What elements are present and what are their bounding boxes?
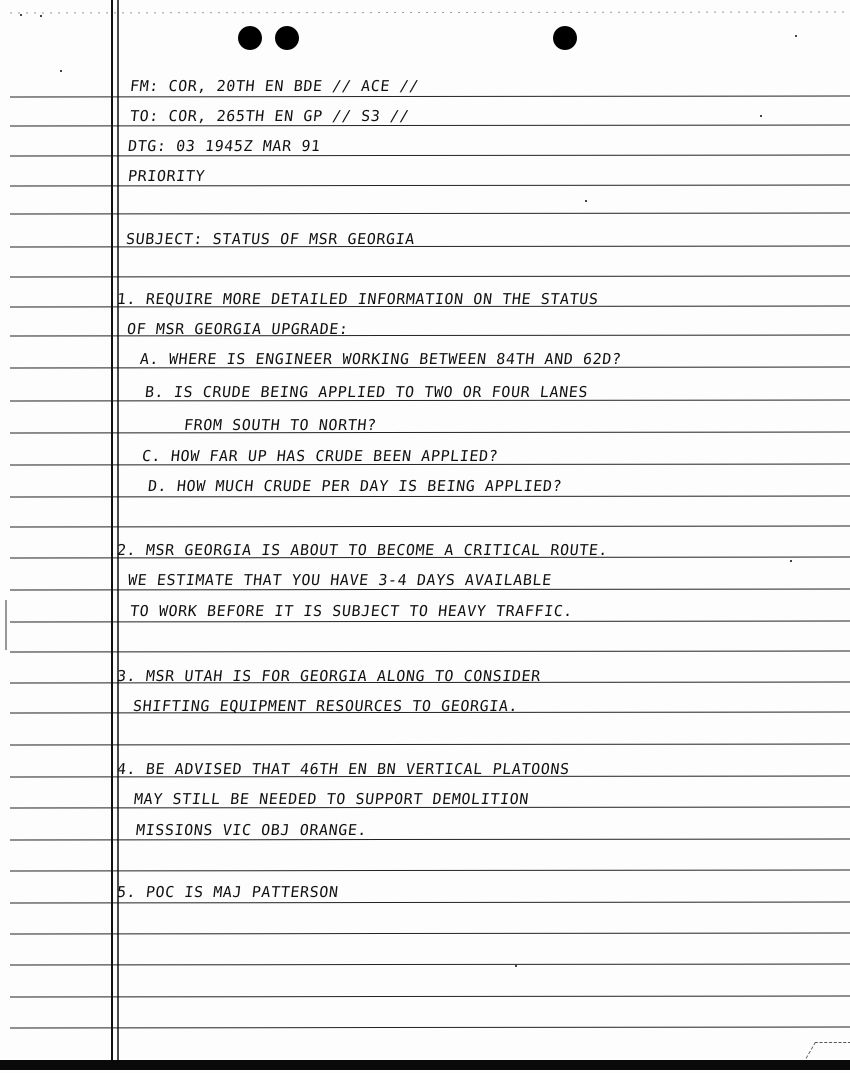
speck — [795, 35, 797, 37]
para-2-line-3: TO WORK BEFORE IT IS SUBJECT TO HEAVY TRAFFIC. — [129, 602, 574, 620]
binder-hole-1 — [238, 26, 262, 50]
header-dtg: DTG: 03 1945Z MAR 91 — [127, 137, 322, 155]
binder-hole-2 — [275, 26, 299, 50]
speck — [40, 15, 42, 17]
speck — [760, 115, 762, 117]
speck — [585, 200, 587, 202]
para-3-line-2: SHIFTING EQUIPMENT RESOURCES TO GEORGIA. — [132, 697, 520, 715]
para-4-line-2: MAY STILL BE NEEDED TO SUPPORT DEMOLITION — [133, 790, 530, 808]
para-2-line-2: WE ESTIMATE THAT YOU HAVE 3-4 DAYS AVAILABLE — [127, 571, 553, 589]
para-1b-line-2: FROM SOUTH TO NORTH? — [183, 416, 378, 434]
para-1c: C. HOW FAR UP HAS CRUDE BEEN APPLIED? — [141, 447, 500, 465]
speck — [20, 14, 22, 16]
para-2-line-1: 2. MSR GEORGIA IS ABOUT TO BECOME A CRITICAL ROUTE. — [116, 541, 610, 559]
para-5: 5. POC IS MAJ PATTERSON — [116, 883, 340, 901]
scan-edge — [0, 1060, 850, 1070]
header-from: FM: COR, 20TH EN BDE // ACE // — [129, 77, 420, 95]
para-1d: D. HOW MUCH CRUDE PER DAY IS BEING APPLIED? — [147, 477, 564, 495]
subject-line: SUBJECT: STATUS OF MSR GEORGIA — [125, 230, 416, 248]
para-4-line-1: 4. BE ADVISED THAT 46TH EN BN VERTICAL PLATOONS — [116, 760, 571, 778]
para-4-line-3: MISSIONS VIC OBJ ORANGE. — [135, 821, 369, 839]
speck — [790, 560, 792, 562]
binder-hole-3 — [553, 26, 577, 50]
header-to: TO: COR, 265TH EN GP // S3 // — [129, 107, 411, 125]
para-1b-line-1: B. IS CRUDE BEING APPLIED TO TWO OR FOUR LANES — [144, 383, 589, 401]
speck — [60, 70, 62, 72]
para-1-line-1: 1. REQUIRE MORE DETAILED INFORMATION ON THE STATUS — [116, 290, 600, 308]
para-3-line-1: 3. MSR UTAH IS FOR GEORGIA ALONG TO CONSIDER — [116, 667, 542, 685]
para-1-line-2: OF MSR GEORGIA UPGRADE: — [126, 320, 350, 338]
speck — [515, 965, 517, 967]
para-1a: A. WHERE IS ENGINEER WORKING BETWEEN 84TH AND 62D? — [139, 350, 623, 368]
header-precedence: PRIORITY — [127, 167, 206, 185]
